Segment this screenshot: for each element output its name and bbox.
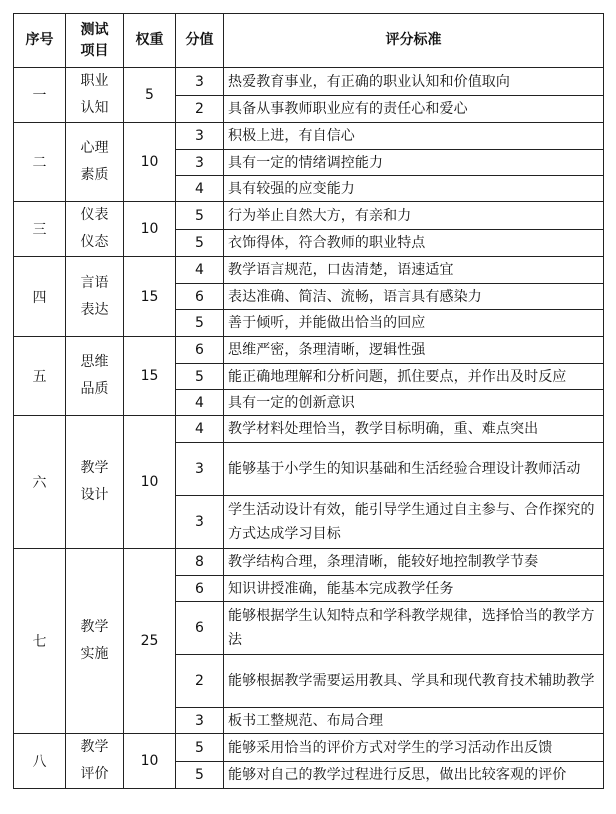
header-row xyxy=(14,14,604,68)
score-value: 2 xyxy=(176,655,224,708)
criteria-text: 能正确地理解和分析问题，抓住要点，并作出及时反应 xyxy=(224,364,604,390)
criteria-text: 积极上进，有自信心 xyxy=(224,123,604,150)
score-value: 6 xyxy=(176,576,224,602)
table-row xyxy=(14,416,604,443)
criteria-text: 能够基于小学生的知识基础和生活经验合理设计教师活动 xyxy=(224,443,604,496)
weight-value: 10 xyxy=(124,734,176,789)
test-item xyxy=(66,68,124,123)
score-value: 5 xyxy=(176,734,224,762)
score-value: 3 xyxy=(176,708,224,734)
test-item-line: 表达 xyxy=(80,301,109,318)
weight-value: 5 xyxy=(124,68,176,123)
header-criteria: 评分标准 xyxy=(224,14,604,68)
table-row xyxy=(14,257,604,284)
test-item xyxy=(66,549,124,734)
criteria-text: 知识讲授准确，能基本完成教学任务 xyxy=(224,576,604,602)
test-item-line: 思维 xyxy=(80,354,109,370)
score-value: 2 xyxy=(176,96,224,123)
score-value: 5 xyxy=(176,230,224,257)
test-item-line: 设计 xyxy=(80,487,109,503)
test-item-line: 素质 xyxy=(80,167,109,183)
section-number: 三 xyxy=(14,202,66,257)
scoring-criteria-table xyxy=(13,13,604,789)
table-row xyxy=(14,202,604,230)
test-item-line: 认知 xyxy=(80,100,109,116)
criteria-text: 思维严密，条理清晰，逻辑性强 xyxy=(224,337,604,364)
test-item-line: 教学 xyxy=(80,619,109,635)
score-value: 5 xyxy=(176,202,224,230)
section-number: 一 xyxy=(14,68,66,123)
table-body xyxy=(14,68,604,789)
test-item-line: 言语 xyxy=(80,274,109,291)
section-number: 七 xyxy=(14,549,66,734)
test-item xyxy=(66,257,124,337)
criteria-text: 具有一定的情绪调控能力 xyxy=(224,150,604,176)
section-number: 八 xyxy=(14,734,66,789)
score-value: 4 xyxy=(176,416,224,443)
weight-value: 10 xyxy=(124,123,176,202)
test-item xyxy=(66,202,124,257)
score-value: 6 xyxy=(176,602,224,655)
section-number: 五 xyxy=(14,337,66,416)
score-value: 4 xyxy=(176,257,224,284)
test-item xyxy=(66,337,124,416)
score-value: 5 xyxy=(176,310,224,337)
criteria-text: 善于倾听，并能做出恰当的回应 xyxy=(224,310,604,337)
header-item xyxy=(66,14,124,68)
test-item-line: 职业 xyxy=(80,73,109,89)
criteria-text: 教学语言规范，口齿清楚，语速适宜 xyxy=(224,257,604,284)
header-item-line2: 项目 xyxy=(80,42,109,59)
weight-value: 10 xyxy=(124,202,176,257)
test-item-line: 仪态 xyxy=(80,234,109,250)
weight-value: 15 xyxy=(124,337,176,416)
score-value: 4 xyxy=(176,176,224,202)
header-item-line1: 测试 xyxy=(80,21,109,38)
score-value: 3 xyxy=(176,443,224,496)
criteria-text: 能够根据教学需要运用教具、学具和现代教育技术辅助教学 xyxy=(224,655,604,708)
table-row xyxy=(14,734,604,762)
test-item xyxy=(66,734,124,789)
criteria-text: 教学结构合理，条理清晰，能较好地控制教学节奏 xyxy=(224,549,604,576)
criteria-text: 热爱教育事业，有正确的职业认知和价值取向 xyxy=(224,68,604,96)
criteria-text: 具有一定的创新意识 xyxy=(224,390,604,416)
weight-value: 15 xyxy=(124,257,176,337)
criteria-text: 衣饰得体，符合教师的职业特点 xyxy=(224,230,604,257)
criteria-text: 具有较强的应变能力 xyxy=(224,176,604,202)
test-item-line: 心理 xyxy=(80,140,109,156)
test-item-line: 评价 xyxy=(80,766,109,782)
test-item xyxy=(66,123,124,202)
score-value: 3 xyxy=(176,496,224,549)
criteria-text: 具备从事教师职业应有的责任心和爱心 xyxy=(224,96,604,123)
table-row xyxy=(14,337,604,364)
table-row xyxy=(14,123,604,150)
criteria-text: 表达准确、简洁、流畅，语言具有感染力 xyxy=(224,284,604,310)
test-item-line: 教学 xyxy=(80,460,109,476)
test-item-line: 教学 xyxy=(80,739,109,755)
header-weight: 权重 xyxy=(124,14,176,68)
score-value: 5 xyxy=(176,364,224,390)
score-value: 3 xyxy=(176,68,224,96)
criteria-text: 能够根据学生认知特点和学科教学规律，选择恰当的教学方法 xyxy=(224,602,604,655)
header-num: 序号 xyxy=(14,14,66,68)
score-value: 6 xyxy=(176,337,224,364)
test-item-line: 仪表 xyxy=(80,207,109,223)
score-value: 6 xyxy=(176,284,224,310)
test-item-line: 实施 xyxy=(80,646,109,662)
score-value: 8 xyxy=(176,549,224,576)
score-value: 3 xyxy=(176,150,224,176)
criteria-text: 学生活动设计有效，能引导学生通过自主参与、合作探究的方式达成学习目标 xyxy=(224,496,604,549)
test-item xyxy=(66,416,124,549)
table-row xyxy=(14,549,604,576)
test-item-line: 品质 xyxy=(80,381,109,397)
score-value: 3 xyxy=(176,123,224,150)
score-value: 5 xyxy=(176,762,224,789)
criteria-text: 板书工整规范、布局合理 xyxy=(224,708,604,734)
criteria-text: 行为举止自然大方，有亲和力 xyxy=(224,202,604,230)
criteria-text: 教学材料处理恰当，教学目标明确，重、难点突出 xyxy=(224,416,604,443)
table-row xyxy=(14,68,604,96)
criteria-text: 能够对自己的教学过程进行反思，做出比较客观的评价 xyxy=(224,762,604,789)
section-number: 四 xyxy=(14,257,66,337)
weight-value: 25 xyxy=(124,549,176,734)
score-value: 4 xyxy=(176,390,224,416)
section-number: 二 xyxy=(14,123,66,202)
header-score: 分值 xyxy=(176,14,224,68)
criteria-text: 能够采用恰当的评价方式对学生的学习活动作出反馈 xyxy=(224,734,604,762)
section-number: 六 xyxy=(14,416,66,549)
weight-value: 10 xyxy=(124,416,176,549)
